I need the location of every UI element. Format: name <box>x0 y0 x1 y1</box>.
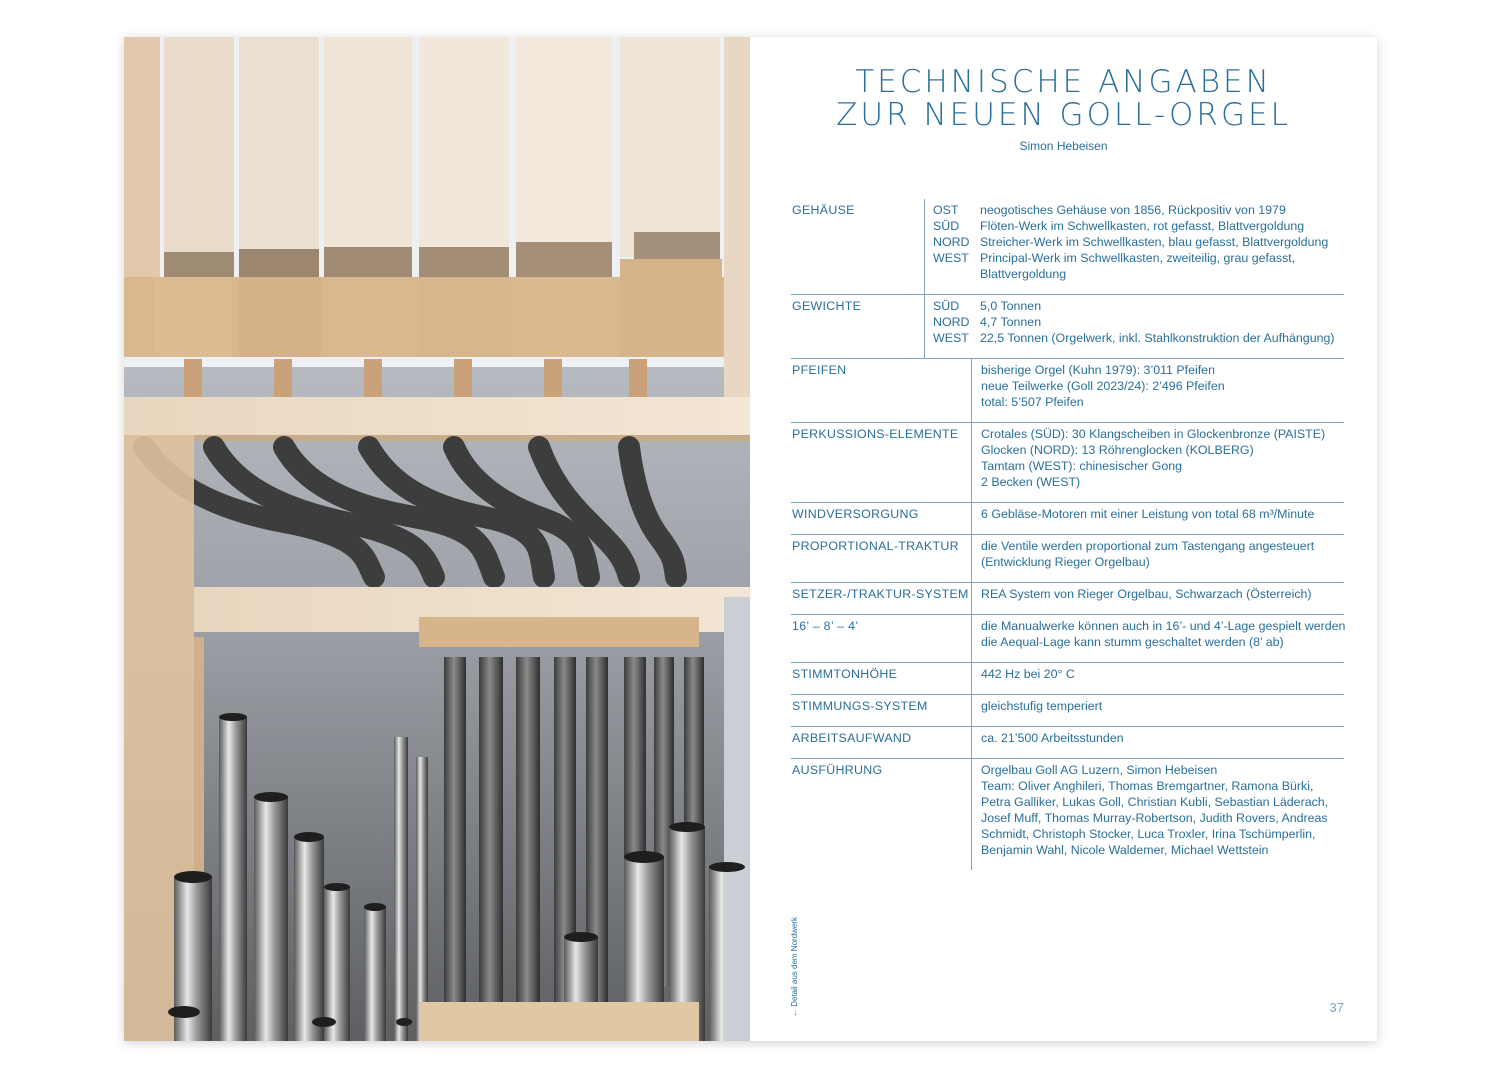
spec-row <box>791 615 1344 663</box>
spec-row <box>791 535 1344 583</box>
spec-value-line: Benjamin Wahl, Nicole Waldemer, Michael Wettstein <box>981 843 1269 857</box>
spec-label: STIMMUNGS-SYSTEM <box>792 699 928 713</box>
spec-row <box>791 663 1344 695</box>
spec-label: ARBEITSAUFWAND <box>792 731 912 745</box>
spec-row <box>791 727 1344 759</box>
spec-sublabel: SÜD <box>933 219 960 233</box>
spec-value-line: Team: Oliver Anghileri, Thomas Bremgartner, Ramona Bürki, <box>981 779 1314 793</box>
spec-values <box>981 666 1075 682</box>
spec-label: AUSFÜHRUNG <box>792 763 883 777</box>
spec-value-line: Streicher-Werk im Schwellkasten, blau gefasst, Blattvergoldung <box>980 235 1329 249</box>
page-title <box>750 66 1377 132</box>
title-line-1: TECHNISCHE ANGABEN <box>855 64 1272 100</box>
spec-value-cell <box>971 727 1124 758</box>
spec-value-line: 4,7 Tonnen <box>980 315 1042 329</box>
spec-value-cell <box>971 583 1312 614</box>
title-line-2: ZUR NEUEN GOLL-ORGEL <box>836 97 1291 133</box>
spec-value-line: REA System von Rieger Orgelbau, Schwarzach (Österreich) <box>981 587 1312 601</box>
spec-label: WINDVERSORGUNG <box>792 507 919 521</box>
spec-label: 16’ – 8’ – 4’ <box>792 619 859 633</box>
spec-value-cell <box>971 359 1225 422</box>
spec-value-cell <box>971 663 1075 694</box>
spec-value-line: Flöten-Werk im Schwellkasten, rot gefasst, Blattvergoldung <box>980 219 1305 233</box>
organ-photo <box>124 37 750 1041</box>
page-number: 37 <box>1329 1000 1344 1015</box>
spec-sublabel: WEST <box>933 331 969 345</box>
spec-values <box>981 730 1124 746</box>
spec-value-line: Josef Muff, Thomas Murray-Robertson, Judith Rovers, Andreas <box>981 811 1328 825</box>
author: Simon Hebeisen <box>1019 139 1108 153</box>
spec-label: PROPORTIONAL-TRAKTUR <box>792 539 959 553</box>
spec-label: STIMMTONHÖHE <box>792 667 898 681</box>
spec-value-cell <box>971 615 1346 662</box>
spec-label: GEHÄUSE <box>792 203 855 217</box>
spec-value-line: Schmidt, Christoph Stocker, Luca Troxler, Irina Tschümperlin, <box>981 827 1316 841</box>
spec-value-line: Orgelbau Goll AG Luzern, Simon Hebeisen <box>981 763 1218 777</box>
spec-table <box>791 199 1344 870</box>
spec-label: PERKUSSIONS-ELEMENTE <box>792 427 959 441</box>
spec-row <box>791 359 1344 423</box>
spec-values <box>980 202 1328 282</box>
spec-value-line: Principal-Werk im Schwellkasten, zweiteilig, grau gefasst, <box>980 251 1296 265</box>
text-page <box>750 37 1377 1041</box>
spec-value-line: Glocken (NORD): 13 Röhrenglocken (KOLBERG) <box>981 443 1254 457</box>
spec-value-line: 6 Gebläse-Motoren mit einer Leistung von total 68 m³/Minute <box>981 507 1315 521</box>
spec-value-line: 2 Becken (WEST) <box>981 475 1081 489</box>
spec-value-line: Crotales (SÜD): 30 Klangscheiben in Glockenbronze (PAISTE) <box>981 427 1326 441</box>
spec-row <box>791 759 1344 870</box>
spec-sublabels <box>924 199 969 294</box>
spec-row <box>791 423 1344 503</box>
spec-value-line: total: 5’507 Pfeifen <box>981 395 1084 409</box>
spec-values <box>981 762 1328 858</box>
spec-value-line: gleichstufig temperiert <box>981 699 1103 713</box>
spec-values <box>981 586 1312 602</box>
spec-row <box>791 695 1344 727</box>
spec-sublabel <box>933 266 969 282</box>
spec-sublabel: OST <box>933 203 959 217</box>
spec-value-line: 442 Hz bei 20° C <box>981 667 1075 681</box>
spec-values <box>981 426 1325 490</box>
spec-sublabel: SÜD <box>933 299 960 313</box>
spec-value-line: neue Teilwerke (Goll 2023/24): 2’496 Pfeifen <box>981 379 1225 393</box>
spec-value-cell <box>971 423 1326 502</box>
spec-value-line: (Entwicklung Rieger Orgelbau) <box>981 555 1150 569</box>
spec-label: SETZER-/TRAKTUR-SYSTEM <box>792 587 969 601</box>
spec-value-cell <box>971 695 1103 726</box>
spec-row <box>791 583 1344 615</box>
spec-values <box>981 506 1314 522</box>
spec-value-line: die Ventile werden proportional zum Tastengang angesteuert <box>981 539 1315 553</box>
spec-value-cell <box>971 535 1315 582</box>
spec-value-line: Tamtam (WEST): chinesischer Gong <box>981 459 1183 473</box>
spec-sublabel: WEST <box>933 251 969 265</box>
spec-value-line: neogotisches Gehäuse von 1856, Rückpositiv von 1979 <box>980 203 1286 217</box>
spec-sublabel: NORD <box>933 315 970 329</box>
spec-value-line: 22,5 Tonnen (Orgelwerk, inkl. Stahlkonstruktion der Aufhängung) <box>980 331 1335 345</box>
photo-caption <box>790 897 804 1017</box>
spec-sublabels <box>924 295 969 358</box>
spec-value-line: die Manualwerke können auch in 16’- und 4’-Lage gespielt werden <box>981 619 1346 633</box>
spec-value-line: die Aequal-Lage kann stumm geschaltet werden (8’ ab) <box>981 635 1284 649</box>
spec-value-cell <box>971 503 1315 534</box>
spec-value-line: 5,0 Tonnen <box>980 299 1042 313</box>
book-spread <box>124 37 1377 1041</box>
spec-value-line: Blattvergoldung <box>980 267 1067 281</box>
spec-value-line: bisherige Orgel (Kuhn 1979): 3’011 Pfeifen <box>981 363 1215 377</box>
spec-row <box>791 199 1344 295</box>
spec-label: PFEIFEN <box>792 363 847 377</box>
caption-text: ← Detail aus dem Nordwerk <box>790 916 799 1017</box>
spec-values <box>981 618 1345 650</box>
spec-values <box>981 538 1314 570</box>
spec-sublabel: NORD <box>933 235 970 249</box>
spec-values <box>981 362 1225 410</box>
spec-row <box>791 503 1344 535</box>
spec-value-cell <box>971 759 1329 870</box>
spec-value-line: ca. 21’500 Arbeitsstunden <box>981 731 1124 745</box>
spec-values <box>981 698 1102 714</box>
spec-values <box>980 298 1335 346</box>
spec-value-line: Petra Galliker, Lukas Goll, Christian Kubli, Sebastian Läderach, <box>981 795 1329 809</box>
spec-row <box>791 295 1344 359</box>
spec-label: GEWICHTE <box>792 299 862 313</box>
